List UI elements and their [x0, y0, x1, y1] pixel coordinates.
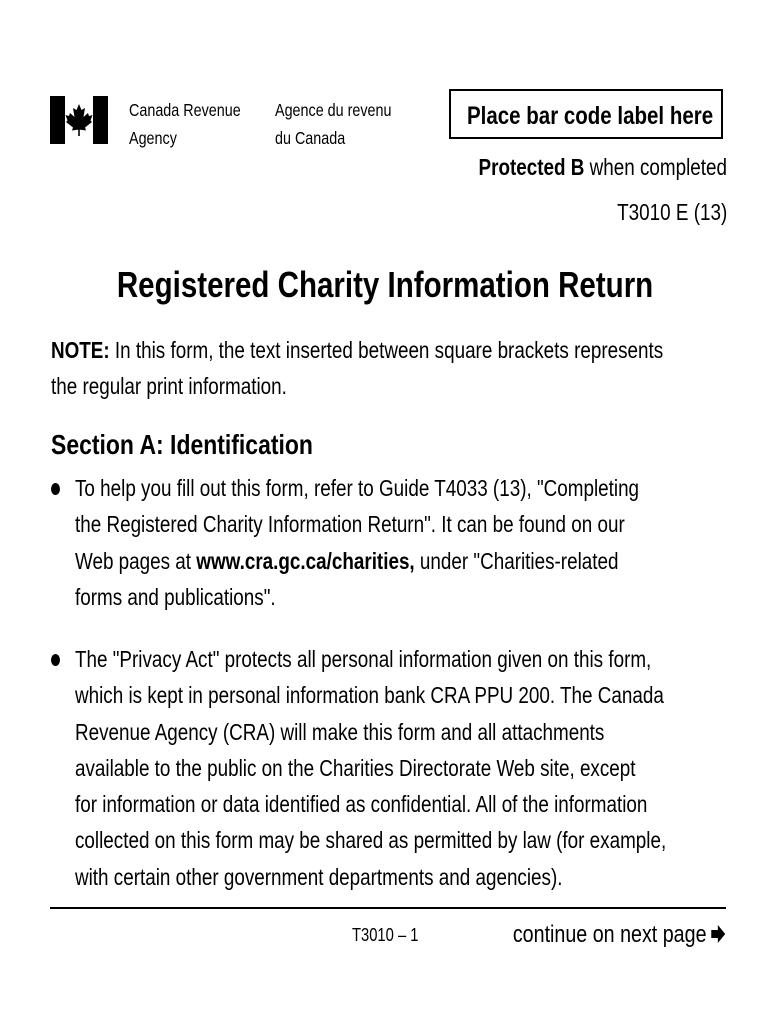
continue-text: continue on next page — [512, 921, 707, 948]
agency-name-english — [129, 96, 265, 152]
bullet1-line4: forms and publications". — [75, 583, 276, 610]
barcode-label-box — [449, 89, 723, 139]
bullet2-line7: with certain other government departments and agencies). — [75, 863, 563, 890]
form-code-text: T3010 E (13) — [616, 199, 727, 225]
agency-name-french — [275, 96, 417, 152]
bullet2-line5: for information or data identified as confidential. All of the information — [75, 791, 648, 818]
barcode-label-text: Place bar code label here — [467, 102, 714, 130]
footer-divider — [50, 907, 726, 909]
bullet2-line1: The "Privacy Act" protects all personal information given on this form, — [75, 646, 652, 672]
page-number — [352, 921, 433, 949]
bullet2-line2: which is kept in personal information bank CRA PPU 200. The Canada — [75, 682, 664, 709]
bullet1-line1: To help you fill out this form, refer to Guide T4033 (13), "Completing — [75, 475, 640, 501]
bullet1-line2: the Registered Charity Information Return". It can be found on our — [75, 511, 625, 538]
protected-level: Protected B — [478, 154, 585, 180]
page-title-text: Registered Charity Information Return — [116, 264, 654, 305]
arrow-right-icon — [710, 923, 726, 945]
section-heading-text: Section A: Identification — [51, 429, 313, 460]
section-heading — [51, 427, 370, 463]
note-line1: In this form, the text inserted between square brackets represents — [109, 337, 664, 363]
charities-link[interactable]: www.cra.gc.ca/charities, — [196, 547, 415, 574]
bullet1-line3-pre: Web pages at — [75, 547, 197, 574]
agency-fr-line2: du Canada — [275, 128, 346, 148]
bullet1-line3-post: under "Charities-related — [414, 547, 619, 574]
bullet-icon — [51, 483, 60, 495]
page-title — [0, 262, 770, 308]
note-line2: the regular print information. — [51, 373, 287, 399]
note-label: NOTE: — [51, 337, 110, 363]
form-code — [593, 196, 727, 228]
agency-fr-line1: Agence du revenu — [275, 100, 392, 120]
bullet-icon — [51, 654, 60, 666]
protected-rest: when completed — [584, 154, 727, 180]
page-number-text: T3010 – 1 — [352, 925, 419, 945]
bullet2-line3: Revenue Agency (CRA) will make this form and all attachments — [75, 718, 605, 745]
protected-notice — [424, 151, 727, 183]
canada-flag-icon — [50, 96, 108, 144]
note-paragraph — [51, 332, 770, 404]
agency-en-line1: Canada Revenue — [129, 100, 241, 120]
bullet2-line4: available to the public on the Charities Directorate Web site, except — [75, 754, 636, 781]
agency-en-line2: Agency — [129, 128, 177, 148]
bullet2-line6: collected on this form may be shared as permitted by law (for example, — [75, 827, 667, 854]
continue-next-page[interactable] — [466, 918, 726, 952]
